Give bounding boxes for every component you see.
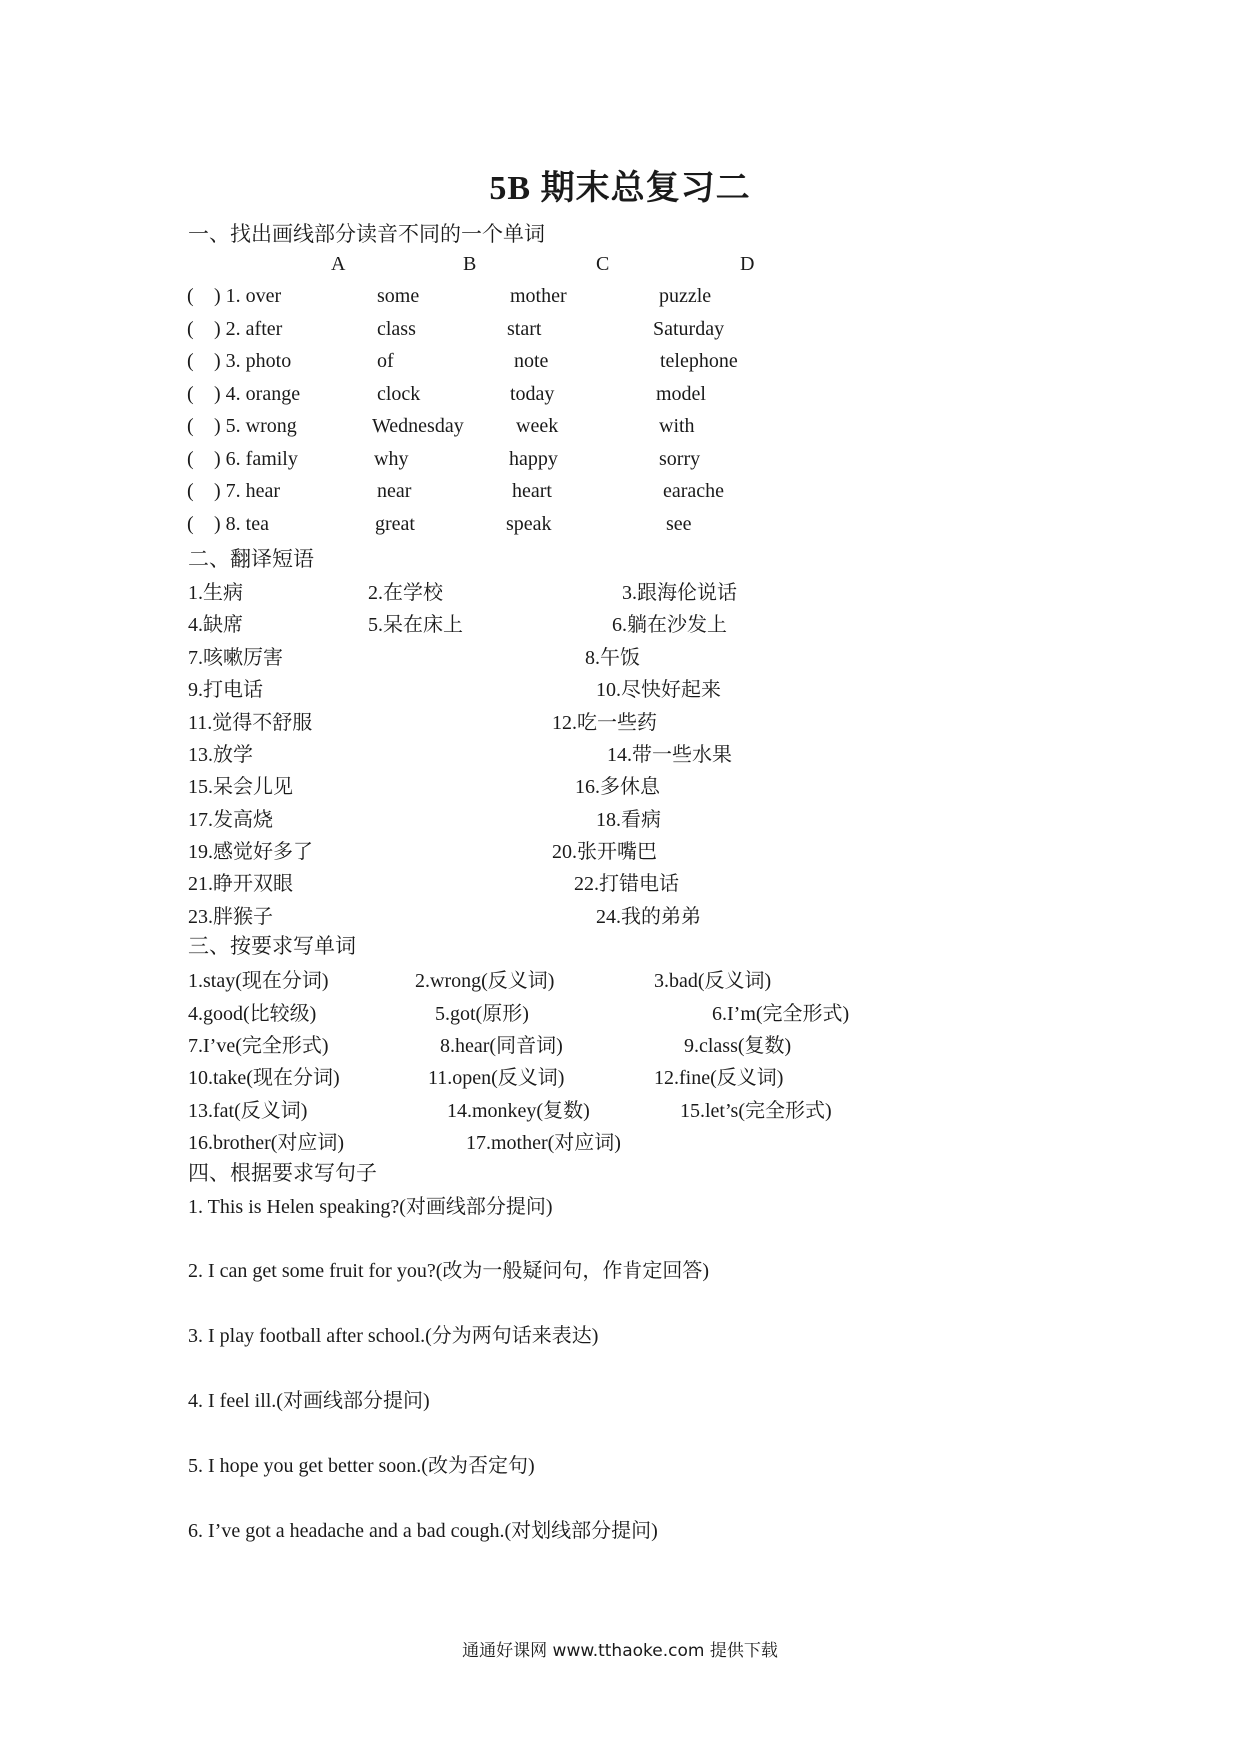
phrase-item: 19.感觉好多了 bbox=[188, 841, 313, 863]
question-row bbox=[0, 383, 1240, 413]
word-row bbox=[0, 1094, 1240, 1124]
phrase-item: 17.发高烧 bbox=[188, 809, 273, 831]
option-c: today bbox=[510, 383, 555, 405]
word-item: 2.wrong(反义词) bbox=[415, 970, 555, 992]
phrase-item: 18.看病 bbox=[596, 809, 661, 831]
answer-paren: ( bbox=[187, 383, 194, 405]
word-row bbox=[0, 1126, 1240, 1156]
option-d: puzzle bbox=[659, 285, 712, 307]
word-item: 12.fine(反义词) bbox=[654, 1067, 784, 1089]
phrase-item: 16.多休息 bbox=[575, 776, 660, 798]
option-d: sorry bbox=[659, 448, 701, 470]
sentence-item: 1. This is Helen speaking?(对画线部分提问) bbox=[188, 1196, 553, 1218]
word-item: 6.I’m(完全形式) bbox=[712, 1003, 850, 1025]
phrase-row bbox=[0, 576, 1240, 606]
phrase-item: 1.生病 bbox=[188, 582, 243, 604]
word-row bbox=[0, 1061, 1240, 1091]
word-item: 15.let’s(完全形式) bbox=[680, 1100, 832, 1122]
section4-heading: 四、根据要求写句子 bbox=[188, 1161, 377, 1185]
option-b: clock bbox=[377, 383, 421, 405]
phrase-item: 11.觉得不舒服 bbox=[188, 712, 313, 734]
answer-paren: ( bbox=[187, 480, 194, 502]
answer-paren: ( bbox=[187, 350, 194, 372]
sentence-item: 2. I can get some fruit for you?(改为一般疑问句，作肯定回答) bbox=[188, 1260, 710, 1282]
sentence-row bbox=[0, 1254, 1240, 1284]
word-item: 9.class(复数) bbox=[684, 1035, 792, 1057]
option-c: happy bbox=[509, 448, 558, 470]
answer-paren: ( bbox=[187, 415, 194, 437]
option-d: telephone bbox=[660, 350, 738, 372]
phrase-row bbox=[0, 641, 1240, 671]
column-d: D bbox=[740, 253, 755, 275]
phrase-item: 23.胖猴子 bbox=[188, 906, 273, 928]
word-item: 1.stay(现在分词) bbox=[188, 970, 329, 992]
option-a: ) 1. over bbox=[214, 285, 282, 307]
phrase-item: 9.打电话 bbox=[188, 679, 263, 701]
phrase-item: 5.呆在床上 bbox=[368, 614, 463, 636]
phrase-row bbox=[0, 738, 1240, 768]
column-header-row bbox=[0, 253, 1240, 283]
phrase-row bbox=[0, 867, 1240, 897]
phrase-item: 22.打错电话 bbox=[574, 873, 679, 895]
sentence-item: 4. I feel ill.(对画线部分提问) bbox=[188, 1390, 430, 1412]
question-row bbox=[0, 448, 1240, 478]
option-a: ) 4. orange bbox=[214, 383, 301, 405]
word-row bbox=[0, 964, 1240, 994]
column-a: A bbox=[331, 253, 346, 275]
phrase-item: 12.吃一些药 bbox=[552, 712, 657, 734]
phrase-row bbox=[0, 608, 1240, 638]
option-d: earache bbox=[663, 480, 725, 502]
option-a: ) 7. hear bbox=[214, 480, 281, 502]
phrase-item: 3.跟海伦说话 bbox=[622, 582, 737, 604]
option-b: class bbox=[377, 318, 416, 340]
answer-paren: ( bbox=[187, 318, 194, 340]
option-a: ) 6. family bbox=[214, 448, 298, 470]
word-row bbox=[0, 1029, 1240, 1059]
phrase-item: 24.我的弟弟 bbox=[596, 906, 701, 928]
phrase-item: 21.睁开双眼 bbox=[188, 873, 293, 895]
option-c: week bbox=[516, 415, 559, 437]
section2-heading: 二、翻译短语 bbox=[188, 547, 314, 571]
option-c: heart bbox=[512, 480, 552, 502]
question-row bbox=[0, 285, 1240, 315]
phrase-item: 8.午饭 bbox=[585, 647, 640, 669]
word-item: 7.I’ve(完全形式) bbox=[188, 1035, 329, 1057]
phrase-row bbox=[0, 770, 1240, 800]
phrase-item: 7.咳嗽厉害 bbox=[188, 647, 283, 669]
option-c: start bbox=[507, 318, 542, 340]
footer-text: 通通好课网 www.tthaoke.com 提供下载 bbox=[462, 1641, 778, 1661]
question-row bbox=[0, 513, 1240, 543]
answer-paren: ( bbox=[187, 448, 194, 470]
section1-heading: 一、找出画线部分读音不同的一个单词 bbox=[188, 222, 545, 246]
option-a: ) 2. after bbox=[214, 318, 283, 340]
phrase-item: 6.躺在沙发上 bbox=[612, 614, 727, 636]
word-item: 17.mother(对应词) bbox=[466, 1132, 621, 1154]
phrase-row bbox=[0, 706, 1240, 736]
option-b: why bbox=[374, 448, 409, 470]
option-c: speak bbox=[506, 513, 552, 535]
option-a: ) 3. photo bbox=[214, 350, 292, 372]
option-c: mother bbox=[510, 285, 567, 307]
column-b: B bbox=[463, 253, 477, 275]
word-item: 11.open(反义词) bbox=[428, 1067, 565, 1089]
word-item: 16.brother(对应词) bbox=[188, 1132, 345, 1154]
word-item: 8.hear(同音词) bbox=[440, 1035, 563, 1057]
phrase-item: 10.尽快好起来 bbox=[596, 679, 721, 701]
column-c: C bbox=[596, 253, 610, 275]
option-a: ) 8. tea bbox=[214, 513, 269, 535]
word-row bbox=[0, 997, 1240, 1027]
option-b: of bbox=[377, 350, 394, 372]
phrase-row bbox=[0, 835, 1240, 865]
phrase-item: 4.缺席 bbox=[188, 614, 243, 636]
sentence-row bbox=[0, 1384, 1240, 1414]
phrase-item: 14.带一些水果 bbox=[607, 744, 732, 766]
word-item: 10.take(现在分词) bbox=[188, 1067, 340, 1089]
word-item: 5.got(原形) bbox=[435, 1003, 529, 1025]
word-item: 4.good(比较级) bbox=[188, 1003, 317, 1025]
option-d: model bbox=[656, 383, 706, 405]
sentence-item: 3. I play football after school.(分为两句话来表达) bbox=[188, 1325, 599, 1347]
phrase-item: 2.在学校 bbox=[368, 582, 443, 604]
section3-heading: 三、按要求写单词 bbox=[188, 934, 356, 958]
option-b: Wednesday bbox=[372, 415, 464, 437]
option-c: note bbox=[514, 350, 549, 372]
question-row bbox=[0, 350, 1240, 380]
word-item: 14.monkey(复数) bbox=[447, 1100, 590, 1122]
option-b: great bbox=[375, 513, 415, 535]
question-row bbox=[0, 480, 1240, 510]
page-title: 5B 期末总复习二 bbox=[489, 170, 751, 207]
phrase-item: 15.呆会儿见 bbox=[188, 776, 293, 798]
sentence-item: 5. I hope you get better soon.(改为否定句) bbox=[188, 1455, 535, 1477]
option-d: with bbox=[659, 415, 695, 437]
question-row bbox=[0, 415, 1240, 445]
phrase-row bbox=[0, 803, 1240, 833]
option-b: some bbox=[377, 285, 420, 307]
answer-paren: ( bbox=[187, 513, 194, 535]
phrase-row bbox=[0, 673, 1240, 703]
sentence-row bbox=[0, 1319, 1240, 1349]
word-item: 13.fat(反义词) bbox=[188, 1100, 308, 1122]
option-d: see bbox=[666, 513, 692, 535]
phrase-item: 20.张开嘴巴 bbox=[552, 841, 657, 863]
sentence-row bbox=[0, 1190, 1240, 1220]
option-d: Saturday bbox=[653, 318, 725, 340]
option-b: near bbox=[377, 480, 412, 502]
sentence-row bbox=[0, 1514, 1240, 1544]
sentence-row bbox=[0, 1449, 1240, 1479]
sentence-item: 6. I’ve got a headache and a bad cough.(对划线部分提问) bbox=[188, 1520, 658, 1542]
option-a: ) 5. wrong bbox=[214, 415, 297, 437]
phrase-row bbox=[0, 900, 1240, 930]
phrase-item: 13.放学 bbox=[188, 744, 253, 766]
question-row bbox=[0, 318, 1240, 348]
word-item: 3.bad(反义词) bbox=[654, 970, 772, 992]
answer-paren: ( bbox=[187, 285, 194, 307]
